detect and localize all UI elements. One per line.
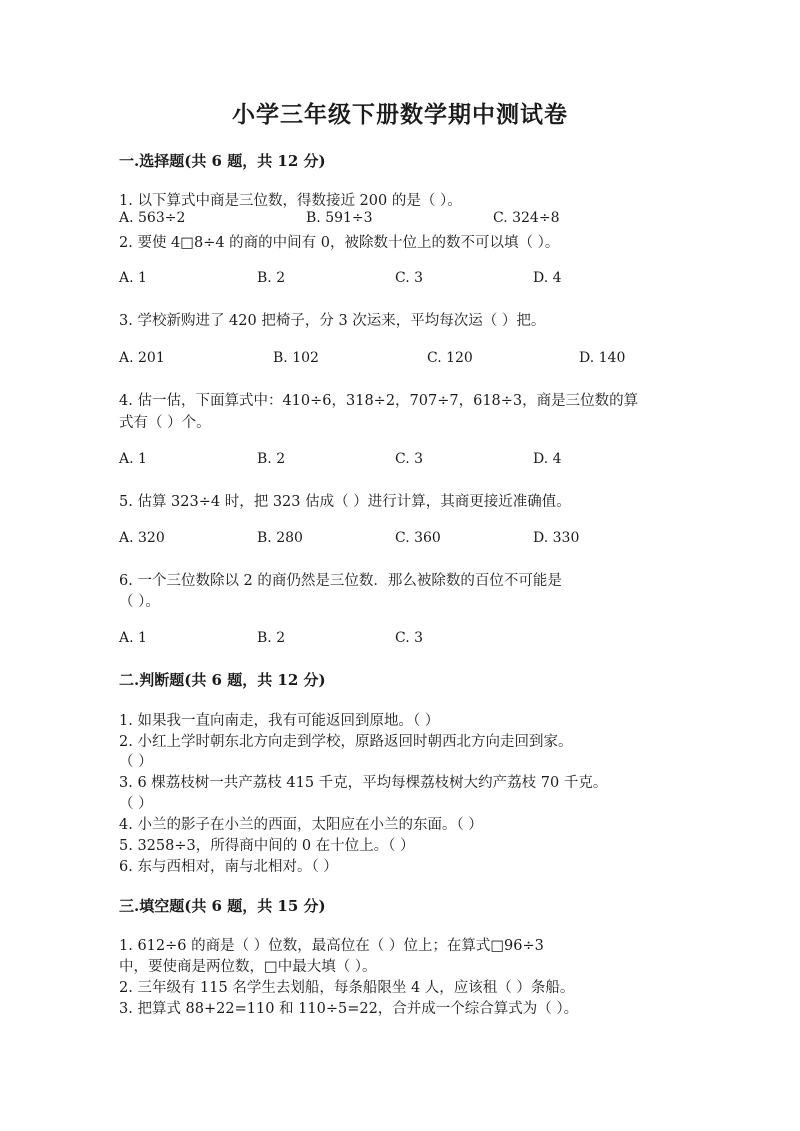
section-heading-fill: 三.填空题(共 6 题，共 15 分)	[119, 897, 326, 915]
option-c: C. 360	[395, 530, 441, 546]
list-item: （ ）	[119, 754, 153, 770]
question-text: （ ）。	[119, 594, 160, 610]
section-heading-judgement: 二.判断题(共 6 题，共 12 分)	[119, 671, 326, 689]
option-d: D. 4	[533, 270, 562, 286]
option-c: C. 324÷8	[493, 210, 560, 226]
list-item: 2. 三年级有 115 名学生去划船，每条船限坐 4 人，应该租（ ）条船。	[119, 980, 575, 996]
option-a: A. 1	[119, 270, 147, 286]
option-a: A. 1	[119, 630, 147, 646]
question-text: 1. 以下算式中商是三位数，得数接近 200 的是（ ）。	[119, 193, 462, 209]
option-b: B. 591÷3	[306, 210, 373, 226]
list-item: 3. 把算式 88+22=110 和 110÷5=22，合并成一个综合算式为（ ）。	[119, 1001, 579, 1017]
list-item: 4. 小兰的影子在小兰的西面，太阳应在小兰的东面。（ ）	[119, 817, 483, 833]
option-c: C. 3	[395, 270, 424, 286]
option-b: B. 2	[257, 630, 286, 646]
section-heading-choice: 一.选择题(共 6 题，共 12 分)	[119, 152, 326, 170]
option-a: A. 1	[119, 451, 147, 467]
question-text: 2. 要使 4□8÷4 的商的中间有 0，被除数十位上的数不可以填（ ）。	[119, 235, 560, 251]
question-text: 3. 学校新购进了 420 把椅子，分 3 次运来，平均每次运（ ）把。	[119, 313, 546, 329]
question-text: 4. 估一估，下面算式中：410÷6，318÷2，707÷7，618÷3，商是三位数的算	[119, 393, 639, 409]
list-item: 中，要使商是两位数，□中最大填（ ）。	[119, 959, 377, 975]
page-title: 小学三年级下册数学期中测试卷	[232, 101, 568, 128]
option-b: B. 280	[257, 530, 303, 546]
option-b: B. 2	[257, 270, 286, 286]
list-item: （ ）	[119, 796, 153, 812]
list-item: 1. 如果我一直向南走，我有可能返回到原地。（ ）	[119, 713, 440, 729]
option-b: B. 2	[257, 451, 286, 467]
option-c: C. 3	[395, 451, 424, 467]
option-c: C. 120	[427, 350, 473, 366]
option-d: D. 140	[579, 350, 626, 366]
list-item: 5. 3258÷3，所得商中间的 0 在十位上。（ ）	[119, 838, 415, 854]
list-item: 1. 612÷6 的商是（ ）位数，最高位在（ ）位上；在算式□96÷3	[119, 938, 544, 954]
option-c: C. 3	[395, 630, 424, 646]
option-a: A. 563÷2	[119, 210, 186, 226]
option-d: D. 4	[533, 451, 562, 467]
option-a: A. 201	[119, 350, 165, 366]
list-item: 6. 东与西相对，南与北相对。（ ）	[119, 859, 338, 875]
option-a: A. 320	[119, 530, 165, 546]
option-b: B. 102	[273, 350, 319, 366]
list-item: 3. 6 棵荔枝树一共产荔枝 415 千克，平均每棵荔枝树大约产荔枝 70 千克。	[119, 775, 608, 791]
question-text: 5. 估算 323÷4 时，把 323 估成（ ）进行计算，其商更接近准确值。	[119, 494, 571, 510]
option-d: D. 330	[533, 530, 580, 546]
question-text: 6. 一个三位数除以 2 的商仍然是三位数．那么被除数的百位不可能是	[119, 573, 562, 589]
list-item: 2. 小红上学时朝东北方向走到学校，原路返回时朝西北方向走回到家。	[119, 734, 573, 750]
question-text: 式有（ ）个。	[119, 415, 211, 431]
